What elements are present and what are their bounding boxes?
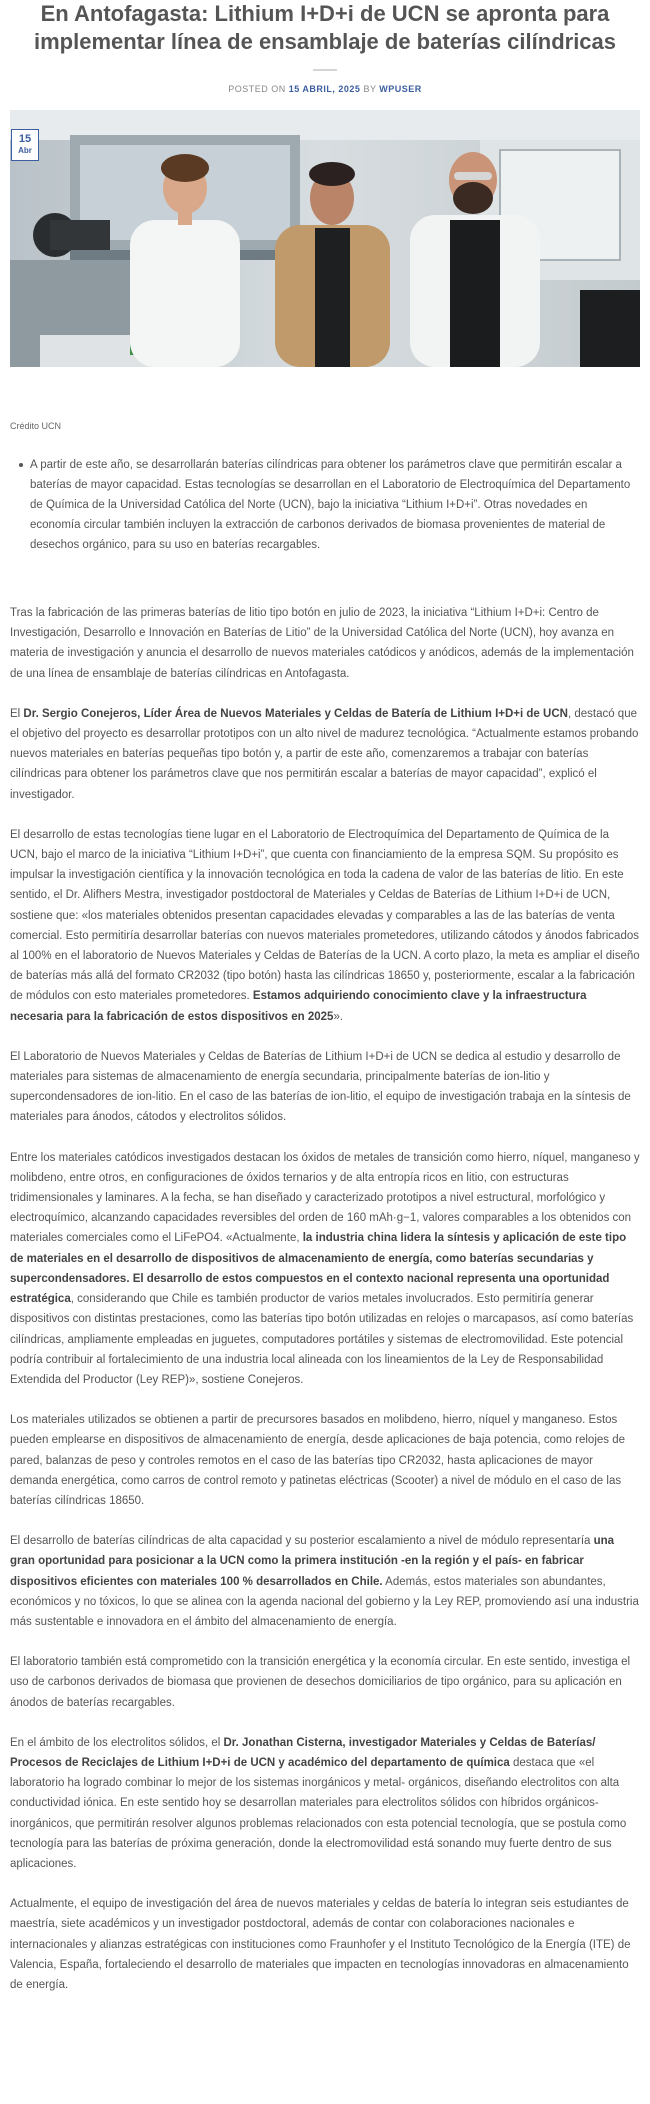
post-date-link[interactable]: 15 ABRIL, 2025 — [288, 84, 361, 94]
bold-text: una gran oportunidad para posicionar a la UCN como la primera institución -en la región y el país- en fabricar dispositivos eficientes con materiales 100 % desarrollados en Chile. — [10, 1535, 615, 1588]
by-label: BY — [363, 84, 377, 94]
date-badge-day: 15 — [18, 133, 32, 145]
bold-text: Estamos adquiriendo conocimiento clave y la infraestructura necesaria para la fabricación de estos dispositivos en 2025 — [10, 990, 587, 1023]
date-badge — [11, 129, 39, 161]
paragraph — [10, 1531, 640, 1632]
paragraph: Los materiales utilizados se obtienen a partir de precursores basados en molibdeno, hierro, níquel y manganeso. Estos pueden emplearse en dispositivos de almacenamiento de energía, desde aplicaciones de baja potencia, como relojes de pared, balanzas de peso y controles remotos en el caso de las baterías tipo CR2032, hasta aplicaciones de mayor demanda energética, como carros de control remoto y patinetas eléctricas (Scooter) a nivel de módulo en el caso de las baterías cilíndricas 18650. — [10, 1414, 626, 1507]
summary-list — [10, 455, 640, 555]
paragraph: Actualmente, el equipo de investigación del área de nuevos materiales y celdas de batería lo integran seis estudiantes de maestría, siete académicos y un investigador postdoctoral, además de contar con colaboraciones nacionales e internacionales y alianzas estratégicas con instituciones como Fraunhofer y el Instituto Tecnológico de la Energía (ITE) de Valencia, España, fortaleciendo el desarrollo de materiales que impacten en tecnologías innovadoras en almacenamiento de energía. — [10, 1898, 631, 1991]
photo-credit: Crédito UCN — [10, 421, 62, 431]
posted-on-label: POSTED ON — [228, 84, 286, 94]
text: Además, estos materiales son abundantes, económicos y no tóxicos, lo que se alinea con la agenda nacional del gobierno y la Ley REP, promoviendo así una industria más sustentable e innovadora en el ámbito del almacenamiento de energía. — [10, 1575, 639, 1628]
paragraph: Tras la fabricación de las primeras baterías de litio tipo botón en julio de 2023, la iniciativa “Lithium I+D+i: Centro de Investigación, Desarrollo e Innovación en Baterías de Litio” de la Universidad Católica del Norte (UCN), hoy avanza en materia de investigación y anuncia el desarrollo de nuevos materiales catódicos y anódicos, además de la implementación de una línea de ensamblaje de baterías cilíndricas en Antofagasta. — [10, 607, 634, 680]
text: ». — [333, 1010, 344, 1023]
author-link[interactable]: WPUSER — [379, 84, 422, 94]
text: El — [10, 707, 24, 720]
text: En el ámbito de los electrolitos sólidos, el — [10, 1736, 224, 1749]
paragraph: El Laboratorio de Nuevos Materiales y Celdas de Baterías de Lithium I+D+i de UCN se dedica al estudio y desarrollo de materiales para sistemas de almacenamiento de energía secundaria, principalmente baterías de ion-litio y supercondensadores de ion-litio. En el caso de las baterías de ion-litio, el equipo de investigación trabaja en la síntesis de materiales para ánodos, cátodos y electrolitos sólidos. — [10, 1050, 631, 1124]
paragraph: El laboratorio también está comprometido con la transición energética y la economía circular. En este sentido, investiga el uso de carbonos derivados de biomasa que provienen de desechos domiciliarios de tipo orgánico, para su aplicación en ánodos de baterías recargables. — [10, 1656, 631, 1709]
paragraph — [10, 1148, 640, 1390]
article-title: En Antofagasta: Lithium I+D+i de UCN se apronta para implementar línea de ensamblaje de baterías cilíndricas — [33, 1, 617, 54]
lab-photo — [10, 110, 640, 367]
paragraph — [10, 704, 640, 805]
bold-text: Dr. Sergio Conejeros, Líder Área de Nuevos Materiales y Celdas de Batería de Lithium I+D+i de UCN — [23, 707, 568, 720]
text: , destacó que el objetivo del proyecto es desarrollar prototipos con un alto nivel de madurez tecnológica. “Actualmente estamos probando nuevos materiales en baterías pequeñas tipo botón y, a partir de este año, comenzaremos a trabajar con baterías cilíndricas para obtener los parámetros clave que nos permitirán escalar a baterías de mayor capacidad”, explicó el investigador. — [10, 707, 639, 801]
bold-text: Dr. Jonathan Cisterna, investigador Materiales y Celdas de Baterías/ Procesos de Reciclajes de Lithium I+D+i de UCN y académico del departamento de química — [10, 1736, 596, 1769]
text: destaca que «el laboratorio ha logrado combinar lo mejor de los sistemas inorgánicos y metal- orgánicos, diseñando electrolitos con alta conductividad iónica. En este sentido hoy se desarrollan materiales para electrolitos sólidos con híbridos orgánicos-inorgánicos, que permitirán resolver algunos problemas relacionados con esta potencial tecnología, que se postula como tecnología para las baterías de próxima generación, donde la electromovilidad está sonando muy fuerte dentro de sus aplicaciones. — [10, 1756, 627, 1870]
paragraph — [10, 1733, 640, 1874]
paragraph — [10, 825, 640, 1027]
text: El desarrollo de baterías cilíndricas de alta capacidad y su posterior escalamiento a nivel de módulo representaría — [10, 1535, 594, 1548]
date-badge-month: Abr — [18, 146, 32, 155]
text: , considerando que Chile es también productor de varios metales involucrados. Esto permitiría generar dispositivos con distintas prestaciones, como las baterías tipo botón utilizadas en relojes o marcapasos, así como baterías cilíndricas, ampliamente empleadas en juguetes, computadores portátiles y sistemas de electromovilidad. Este potencial podría contribuir al fortalecimiento de una industria local alineada con los lineamientos de la Ley de Responsabilidad Extendida del Productor (Ley REP)», sostiene Conejeros. — [10, 1293, 634, 1386]
featured-image — [10, 110, 640, 367]
bold-text: la industria china lidera la síntesis y aplicación de este tipo de materiales en el desarrollo de dispositivos de almacenamiento de energía, como baterías secundarias y supercondensadores. El desarrollo de estos compuestos en el contexto nacional representa una oportunidad estratégica — [10, 1232, 627, 1306]
text: Entre los materiales catódicos investigados destacan los óxidos de metales de transición como hierro, níquel, manganeso y molibdeno, entre otros, en configuraciones de óxidos ternarios y de alta entropía ricos en litio, con estructuras tridimensionales y laminares. A la fecha, se han diseñado y caracterizado prototipos a nivel estructural, morfológico y electroquímico, alcanzando capacidades reversibles del orden de 160 mAh·g−1, valores comparables a los obtenidos con materiales comerciales como el LiFePO4. «Actualmente, — [10, 1151, 640, 1245]
title-divider — [313, 69, 337, 71]
post-meta — [10, 84, 640, 96]
summary-item: A partir de este año, se desarrollarán baterías cilíndricas para obtener los parámetros clave que permitirán escalar a baterías de mayor capacidad. Estas tecnologías se desarrollan en el Laboratorio de Electroquímica del Departamento de Química de la Universidad Católica del Norte (UCN), bajo la iniciativa “Lithium I+D+i”. Otras novedades en economía circular también incluyen la extracción de carbonos derivados de biomasa provenientes de material de desechos orgánico, para su uso en baterías recargables. — [19, 455, 640, 555]
text: El desarrollo de estas tecnologías tiene lugar en el Laboratorio de Electroquímica del Departamento de Química de la UCN, bajo el marco de la iniciativa “Lithium I+D+i”, que cuenta con financiamiento de la empresa SQM. Su propósito es impulsar la investigación científica y la innovación tecnológica en toda la cadena de valor de las baterías de litio. En este sentido, el Dr. Alifhers Mestra, investigador postdoctoral de Materiales y Celdas de Baterías de Lithium I+D+i de UCN, sostiene que: «los materiales obtenidos presentan capacidades elevadas y comparables a las de las baterías de venta comercial. Esto permitiría desarrollar baterías con nuevos materiales prometedores, utilizando cátodos y ánodos fabricados al 100% en el laboratorio de Nuevos Materiales y Celdas de Baterías de la UCN. A corto plazo, la meta es ampliar el diseño de baterías más allá del formato CR2032 (tipo botón) hasta las cilíndricas 18650 y, posteriormente, escalar a la fabricación de módulos con esto materiales prometedores. — [10, 828, 640, 1003]
